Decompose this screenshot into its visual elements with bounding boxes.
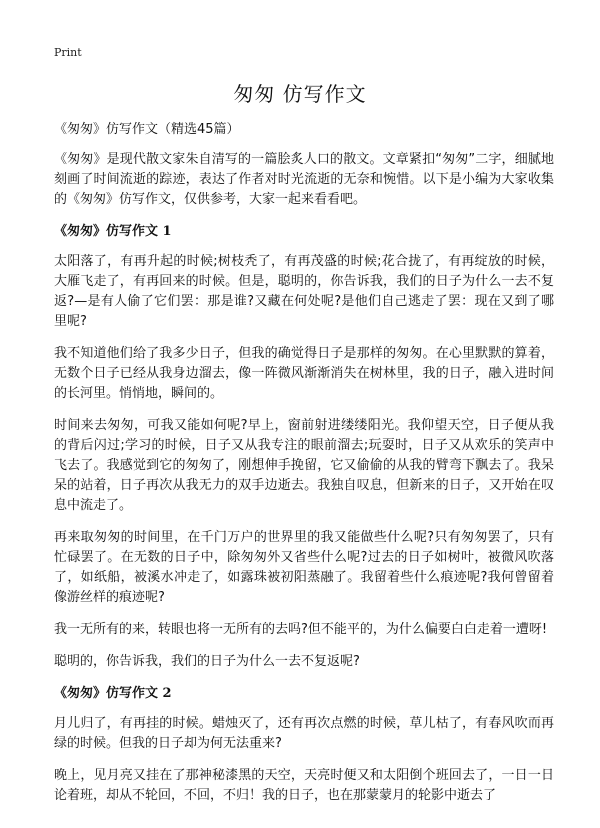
paragraph: 再来取匆匆的时间里，在千门万户的世界里的我又能做些什么呢?只有匆匆罢了，只有忙碌罢了。在无数的日子中，除匆匆外又省些什么呢?过去的日子如树叶，被微风吹落了，如纸船，被溪水冲走了，如露珠被初阳蒸融了。我留着些什么痕迹呢?我何曾留着像游丝样的痕迹呢? [54,530,554,605]
paragraph: 月儿归了，有再挂的时候。蜡烛灭了，还有再次点燃的时候，草儿枯了，有春风吹而再绿的时候。但我的日子却为何无法重来? [54,716,554,751]
paragraph: 太阳落了，有再升起的时候;树枝秃了，有再茂盛的时候;花合拢了，有再绽放的时候，大雁飞走了，有再回来的时候。但是，聪明的，你告诉我，我们的日子为什么一去不复返?—是有人偷了它们罢：那是谁?又藏在何处呢?是他们自己逃走了罢：现在又到了哪里呢? [54,254,554,329]
paragraph: 我一无所有的来，转眼也将一无所有的去吗?但不能平的，为什么偏要白白走着一遭呀! [54,622,548,637]
article-body [54,120,554,818]
article-intro: 《匆匆》是现代散文家朱自清写的一篇脍炙人口的散文。文章紧扣“匆匆”二字，细腻地刻画了时间流逝的踪迹，表达了作者对时光流逝的无奈和惋惜。以下是小编为大家收集的《匆匆》仿写作文，仅供参考，大家一起来看看吧。 [54,152,554,207]
paragraph: 聪明的，你告诉我，我们的日子为什么一去不复返呢? [54,654,360,669]
section-heading: 《匆匆》仿写作文 1 [54,224,172,239]
paragraph: 我不知道他们给了我多少日子，但我的确觉得日子是那样的匆匆。在心里默默的算着，无数个日子已经从我身边溜去，像一阵微风渐渐消失在树林里，我的日子，融入进时间的长河里。悄悄地，瞬间的。 [54,346,554,401]
section-heading: 《匆匆》仿写作文 2 [54,686,172,701]
paragraph: 时间来去匆匆，可我又能如何呢?早上，窗前射进缕缕阳光。我仰望天空，日子便从我的背后闪过;学习的时候，日子又从我专注的眼前溜去;玩耍时，日子又从欢乐的笑声中飞去了。我感觉到它的匆匆了，刚想伸手挽留，它又偷偷的从我的臂弯下飘去了。我呆呆的站着，日子再次从我无力的双手边逝去。我独自叹息，但新来的日子，又开始在叹息中流走了。 [54,418,554,513]
article-subtitle: 《匆匆》仿写作文（精选45篇） [54,122,240,137]
print-link[interactable]: Print [54,46,82,59]
paragraph: 晚上，见月亮又挂在了那神秘漆黑的天空，天亮时便又和太阳倒个班回去了，一日一日论着班，却从不轮回，不回，不归！我的日子，也在那蒙蒙月的轮影中逝去了 [54,768,554,803]
page-title: 匆匆 仿写作文 [233,82,367,106]
